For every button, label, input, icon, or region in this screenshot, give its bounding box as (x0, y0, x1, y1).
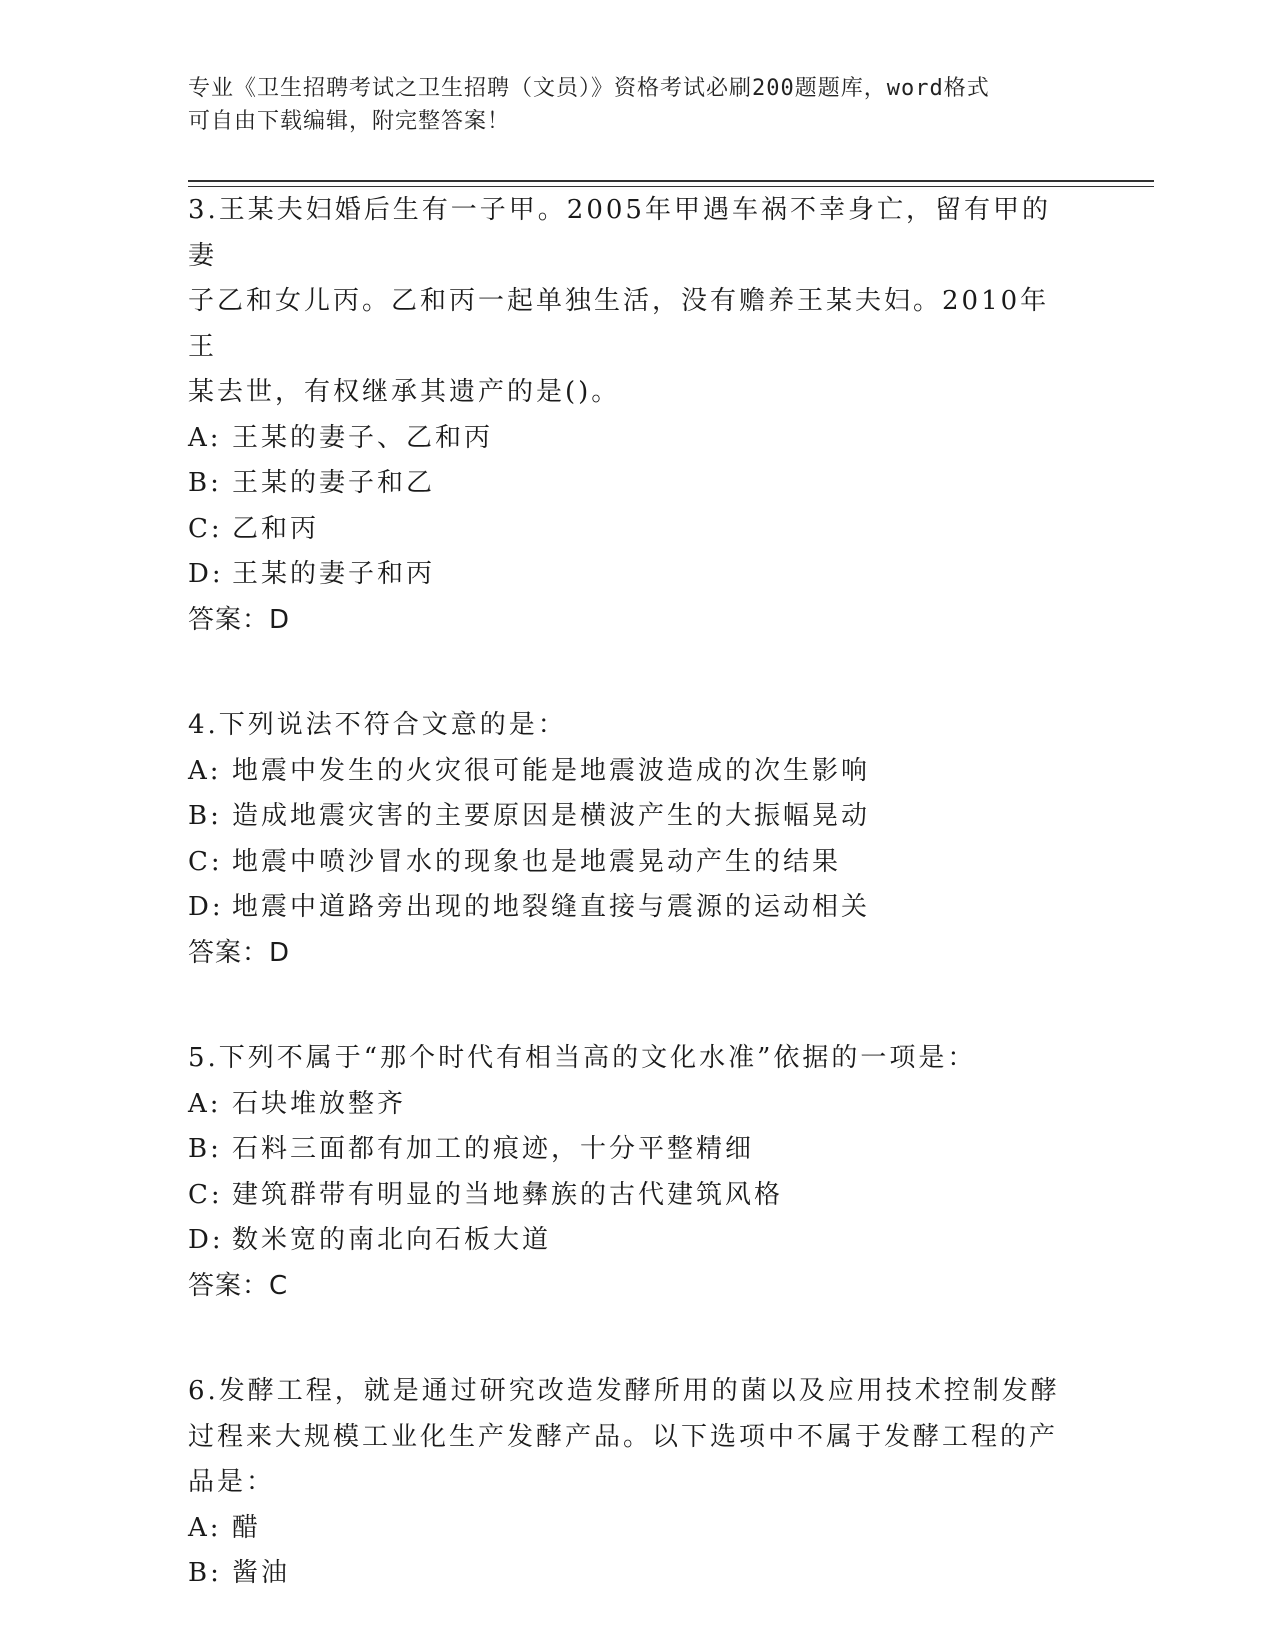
question-spacer (188, 643, 1078, 703)
option-text: 地震中喷沙冒水的现象也是地震晃动产生的结果 (232, 846, 842, 877)
option-text: 酱油 (232, 1558, 291, 1588)
answer-line: 答案：D (188, 604, 291, 635)
question-6 (188, 1369, 1078, 1597)
option-letter: D: (188, 559, 224, 589)
question-stem-line: 过程来大规模工业化生产发酵产品。以下选项中不属于发酵工程的产 (188, 1421, 1059, 1452)
question-3 (188, 188, 1078, 643)
option-text: 造成地震灾害的主要原因是横波产生的大振幅晃动 (232, 801, 871, 831)
option-text: 数米宽的南北向石板大道 (232, 1225, 552, 1255)
option-letter: A: (188, 422, 222, 453)
option-b (188, 1551, 1078, 1597)
question-stem-line: 3.王某夫妇婚后生有一子甲。2005年甲遇车祸不幸身亡，留有甲的妻 (188, 195, 1051, 271)
option-letter: C: (188, 513, 223, 544)
question-5 (188, 1036, 1078, 1309)
option-text: 石料三面都有加工的痕迹，十分平整精细 (232, 1134, 755, 1164)
option-b (188, 1127, 1078, 1173)
question-stem-line: 6.发酵工程，就是通过研究改造发酵所用的菌以及应用技术控制发酵 (188, 1376, 1060, 1406)
option-letter: D: (188, 892, 224, 922)
answer-line: 答案：C (188, 1270, 289, 1301)
question-stem-line: 5.下列不属于“那个时代有相当高的文化水准”依据的一项是： (188, 1043, 977, 1073)
question-stem-line: 4.下列说法不符合文意的是： (188, 710, 567, 740)
question-4 (188, 703, 1078, 976)
question-spacer (188, 1309, 1078, 1369)
option-letter: A: (188, 1088, 222, 1119)
header-line-1: 专业《卫生招聘考试之卫生招聘（文员）》资格考试必刷200题题库，word格式 (188, 76, 990, 101)
question-stem-line: 某去世，有权继承其遗产的是()。 (188, 377, 621, 407)
option-c (188, 1173, 1078, 1219)
option-letter: B: (188, 1558, 222, 1588)
option-text: 醋 (232, 1512, 262, 1543)
answer-line: 答案：D (188, 937, 291, 968)
option-b (188, 794, 1078, 840)
option-b (188, 461, 1078, 507)
question-spacer (188, 976, 1078, 1036)
option-a (188, 1082, 1078, 1128)
option-a (188, 749, 1078, 795)
option-letter: B: (188, 1134, 222, 1164)
header-divider-thin (188, 186, 1154, 187)
option-d (188, 1218, 1078, 1264)
question-stem-line: 品是： (188, 1467, 276, 1497)
option-letter: A: (188, 755, 222, 786)
option-text: 王某的妻子和丙 (232, 559, 436, 589)
option-text: 王某的妻子和乙 (232, 468, 436, 498)
option-text: 建筑群带有明显的当地彝族的古代建筑风格 (232, 1179, 784, 1210)
option-text: 石块堆放整齐 (232, 1088, 407, 1119)
option-text: 地震中发生的火灾很可能是地震波造成的次生影响 (232, 755, 871, 786)
option-c (188, 840, 1078, 886)
option-text: 地震中道路旁出现的地裂缝直接与震源的运动相关 (232, 892, 871, 922)
question-stem-line: 子乙和女儿丙。乙和丙一起单独生活，没有赡养王某夫妇。2010年王 (188, 286, 1050, 362)
option-a (188, 416, 1078, 462)
option-letter: B: (188, 468, 222, 498)
document-header (188, 72, 1068, 138)
option-c (188, 507, 1078, 553)
question-list (188, 188, 1078, 1597)
option-letter: A: (188, 1512, 222, 1543)
option-a (188, 1506, 1078, 1552)
option-letter: C: (188, 1179, 223, 1210)
header-divider-thick (188, 180, 1154, 182)
option-letter: D: (188, 1225, 224, 1255)
option-letter: C: (188, 846, 223, 877)
option-d (188, 552, 1078, 598)
option-text: 乙和丙 (232, 513, 320, 544)
option-letter: B: (188, 801, 222, 831)
option-text: 王某的妻子、乙和丙 (232, 422, 494, 453)
header-line-2: 可自由下载编辑，附完整答案！ (188, 109, 511, 134)
option-d (188, 885, 1078, 931)
